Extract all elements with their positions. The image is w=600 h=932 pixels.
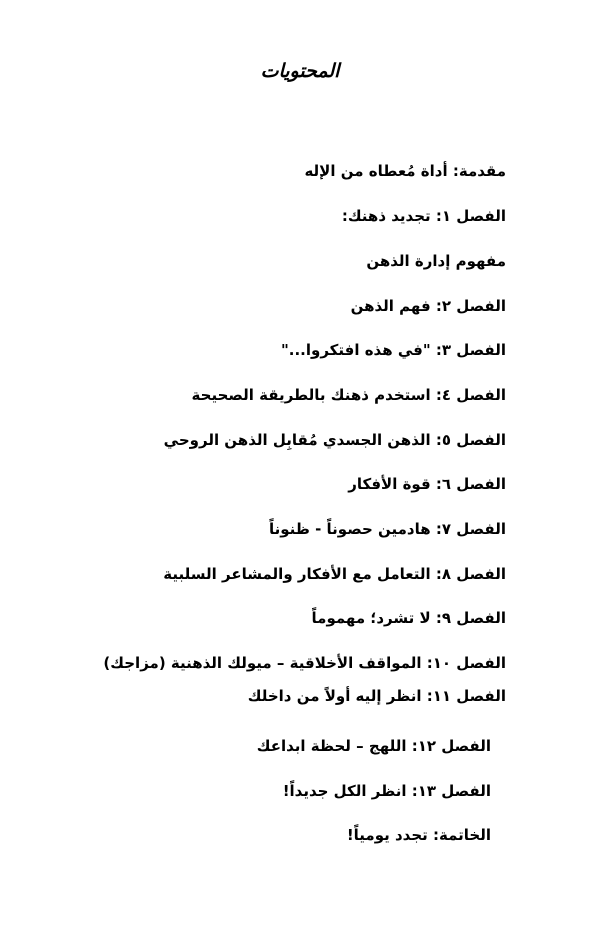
toc-entry-chapter-1-subtitle: مفهوم إدارة الذهن	[366, 252, 506, 270]
toc-entry-chapter-3: الفصل ٣: "في هذه افتكروا..."	[280, 341, 506, 359]
toc-entry-chapter-8: الفصل ٨: التعامل مع الأفكار والمشاعر السلبية	[163, 565, 506, 583]
toc-entry-chapter-9: الفصل ٩: لا تشرد؛ مهموماً	[311, 609, 506, 627]
toc-entry-chapter-12: الفصل ١٢: اللهج – لحظة ابداعك	[256, 737, 491, 755]
toc-entry-chapter-4: الفصل ٤: استخدم ذهنك بالطريقة الصحيحة	[191, 386, 506, 404]
toc-entry-conclusion: الخاتمة: تجدد يومياً!	[346, 826, 491, 844]
toc-entry-chapter-6: الفصل ٦: قوة الأفكار	[348, 475, 506, 493]
toc-entry-chapter-13: الفصل ١٣: انظر الكل جديداً!	[282, 782, 491, 800]
toc-entry-chapter-11: الفصل ١١: انظر إليه أولاً من داخلك	[247, 687, 506, 705]
toc-entry-chapter-1: الفصل ١: تجديد ذهنك:	[341, 207, 506, 225]
page-title: المحتويات	[260, 60, 340, 82]
toc-entry-introduction: مقدمة: أداة مُعطاه من الإله	[304, 162, 506, 180]
toc-entry-chapter-10: الفصل ١٠: المواقف الأخلاقية – ميولك الذهنية (مزاجك)	[103, 654, 506, 672]
toc-entry-chapter-7: الفصل ٧: هادمين حصوناً - ظنوناً	[268, 520, 506, 538]
toc-entry-chapter-5: الفصل ٥: الذهن الجسدي مُقابِل الذهن الروحي	[163, 431, 506, 449]
toc-entry-chapter-2: الفصل ٢: فهم الذهن	[350, 297, 506, 315]
